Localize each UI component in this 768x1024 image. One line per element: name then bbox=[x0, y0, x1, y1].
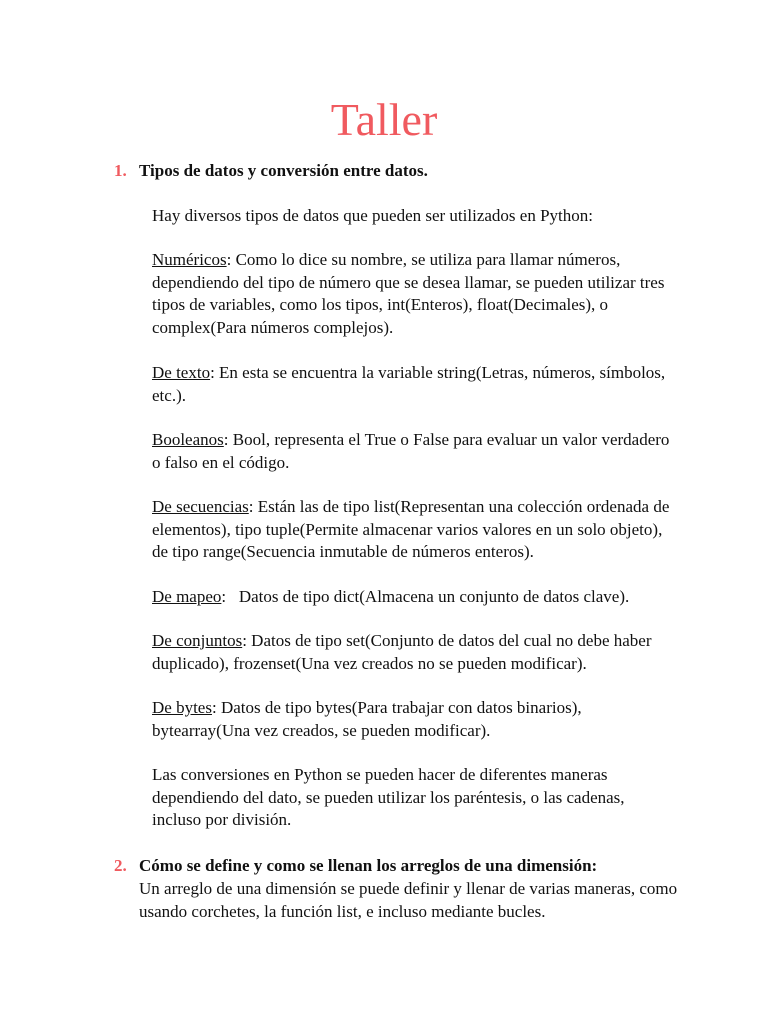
data-type-booleanos bbox=[152, 429, 672, 474]
data-type-term: De secuencias bbox=[152, 497, 249, 516]
data-type-numericos bbox=[152, 249, 672, 339]
section-1-intro: Hay diversos tipos de datos que pueden ser utilizados en Python: bbox=[152, 206, 593, 225]
section-2-text: Un arreglo de una dimensión se puede definir y llenar de varias maneras, como usando corchetes, la función list, e incluso mediante bucles. bbox=[139, 879, 678, 921]
data-type-description: : En esta se encuentra la variable string(Letras, números, símbolos, etc.). bbox=[152, 363, 666, 405]
data-type-description: : Como lo dice su nombre, se utiliza para llamar números, dependiendo del tipo de número que se desea llamar, se pueden utilizar tres tipos de variables, como los tipos, int(Enteros), float(Decimales), o complex(Para números complejos). bbox=[152, 250, 665, 337]
data-type-description: : Datos de tipo set(Conjunto de datos del cual no debe haber duplicado), frozenset(Una vez creados no se pueden modificar). bbox=[152, 631, 652, 673]
section-1-number: 1. bbox=[114, 161, 127, 180]
data-type-term: De mapeo bbox=[152, 587, 222, 606]
section-2-heading bbox=[114, 855, 597, 877]
data-type-description: : Datos de tipo dict(Almacena un conjunto de datos clave). bbox=[221, 587, 630, 606]
document-title: Taller bbox=[330, 94, 438, 145]
section-1-heading-text: Tipos de datos y conversión entre datos. bbox=[139, 161, 428, 180]
data-type-description: : Bool, representa el True o False para evaluar un valor verdadero o falso en el código. bbox=[152, 430, 670, 472]
data-type-bytes bbox=[152, 697, 672, 742]
data-type-term: De texto bbox=[152, 363, 211, 382]
data-type-term: De conjuntos bbox=[152, 631, 243, 650]
section-2-number: 2. bbox=[114, 856, 127, 875]
data-type-term: Numéricos bbox=[152, 250, 227, 269]
conversion-paragraph: Las conversiones en Python se pueden hacer de diferentes maneras dependiendo del dato, se pueden utilizar los paréntesis, o las cadenas, incluso por división. bbox=[152, 765, 625, 829]
data-type-term: Booleanos bbox=[152, 430, 224, 449]
data-type-secuencias bbox=[152, 496, 672, 564]
section-1-heading bbox=[114, 160, 428, 182]
data-type-texto bbox=[152, 362, 672, 407]
data-type-description: : Datos de tipo bytes(Para trabajar con datos binarios), bytearray(Una vez creados, se pueden modificar). bbox=[152, 698, 582, 740]
data-type-conjuntos bbox=[152, 630, 672, 675]
data-type-description: : Están las de tipo list(Representan una colección ordenada de elementos), tipo tuple(Permite almacenar varios valores en un solo objeto), de tipo range(Secuencia inmutable de números enteros). bbox=[152, 497, 670, 561]
data-type-mapeo bbox=[152, 586, 672, 609]
data-type-term: De bytes bbox=[152, 698, 212, 717]
section-2-heading-text: Cómo se define y como se llenan los arreglos de una dimensión: bbox=[139, 856, 598, 875]
